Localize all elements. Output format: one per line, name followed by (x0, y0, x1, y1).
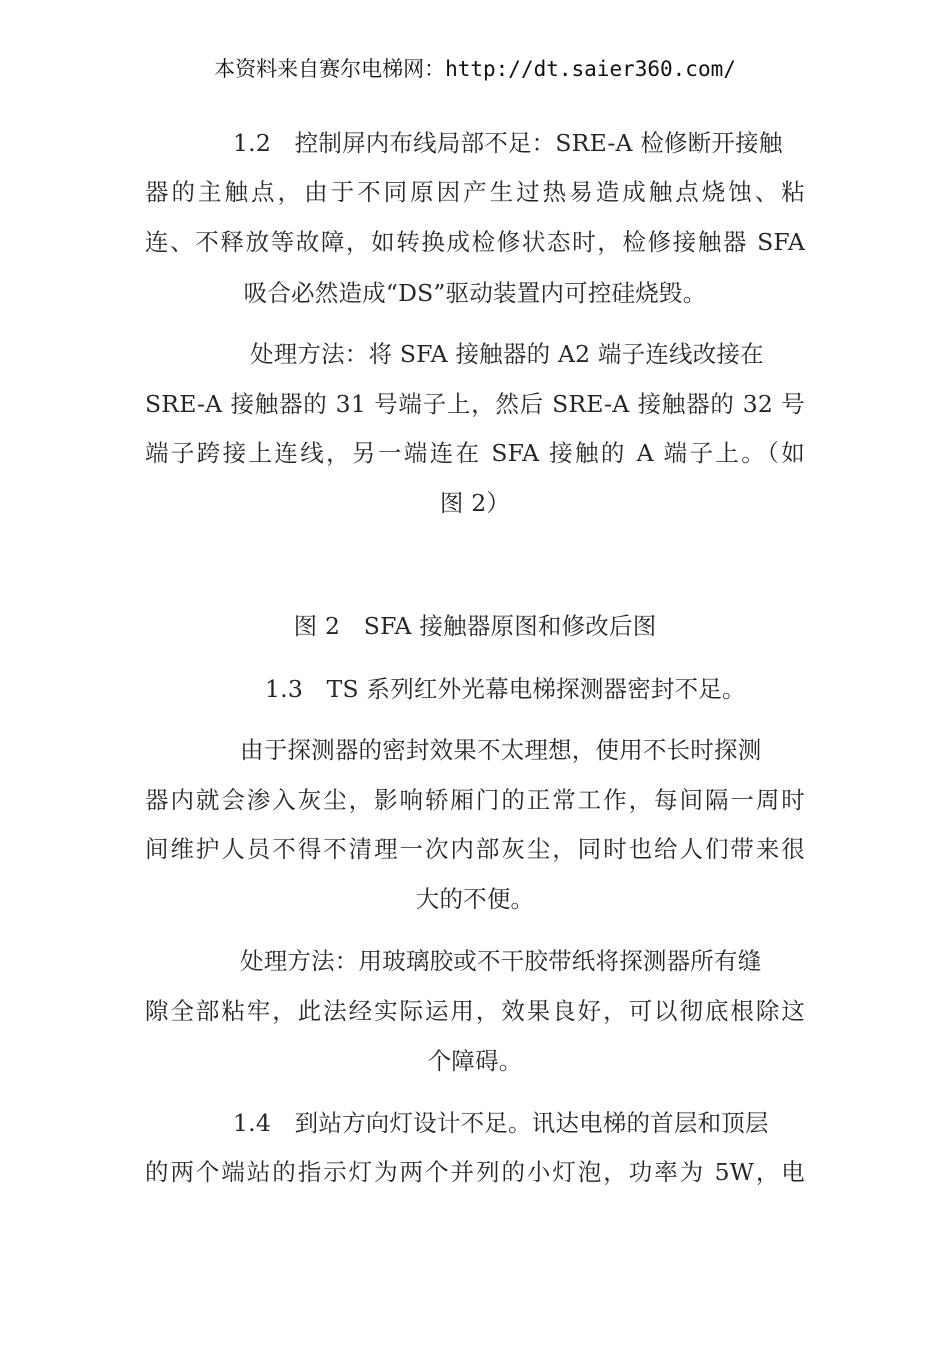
figure-2-caption: 图 2 SFA 接触器原图和修改后图 (293, 612, 657, 640)
section-1-4-line-2: 的两个端站的指示灯为两个并列的小灯泡，功率为 5W，电 (145, 1158, 805, 1186)
section-1-3-title: 1.3 TS 系列红外光幕电梯探测器密封不足。 (265, 675, 746, 703)
method-1-line-4: 图 2） (439, 489, 511, 517)
method-1-line-2: SRE-A 接触器的 31 号端子上，然后 SRE-A 接触器的 32 号 (145, 390, 805, 418)
section-1-3-line-3: 间维护人员不得不清理一次内部灰尘，同时也给人们带来很 (145, 835, 805, 863)
section-1-4-line-1: 1.4 到站方向灯设计不足。讯达电梯的首层和顶层 (233, 1109, 769, 1137)
method-1-line-3: 端子跨接上连线，另一端连在 SFA 接触的 A 端子上。（如 (145, 439, 805, 467)
source-header (0, 54, 950, 84)
section-1-2-line-4: 吸合必然造成“DS”驱动装置内可控硅烧毁。 (243, 279, 707, 307)
section-1-3-line-1: 由于探测器的密封效果不太理想，使用不长时探测 (240, 736, 762, 764)
section-1-2-line-1: 1.2 控制屏内布线局部不足：SRE-A 检修断开接触 (233, 129, 783, 157)
section-1-2-line-2: 器的主触点，由于不同原因产生过热易造成触点烧蚀、粘 (145, 178, 805, 206)
source-url-link[interactable]: http://dt.saier360.com/ (445, 57, 736, 81)
method-2-line-1: 处理方法：用玻璃胶或不干胶带纸将探测器所有缝 (240, 947, 762, 975)
source-label: 本资料来自赛尔电梯网： (214, 57, 446, 81)
section-1-2-line-3: 连、不释放等故障，如转换成检修状态时，检修接触器 SFA (145, 228, 805, 256)
section-1-3-line-2: 器内就会渗入灰尘，影响轿厢门的正常工作，每间隔一周时 (145, 786, 805, 814)
section-1-3-line-4: 大的不便。 (415, 885, 535, 913)
method-2-line-3: 个障碍。 (427, 1047, 523, 1075)
method-1-line-1: 处理方法：将 SFA 接触器的 A2 端子连线改接在 (250, 340, 764, 368)
method-2-line-2: 隙全部粘牢，此法经实际运用，效果良好，可以彻底根除这 (145, 997, 805, 1025)
